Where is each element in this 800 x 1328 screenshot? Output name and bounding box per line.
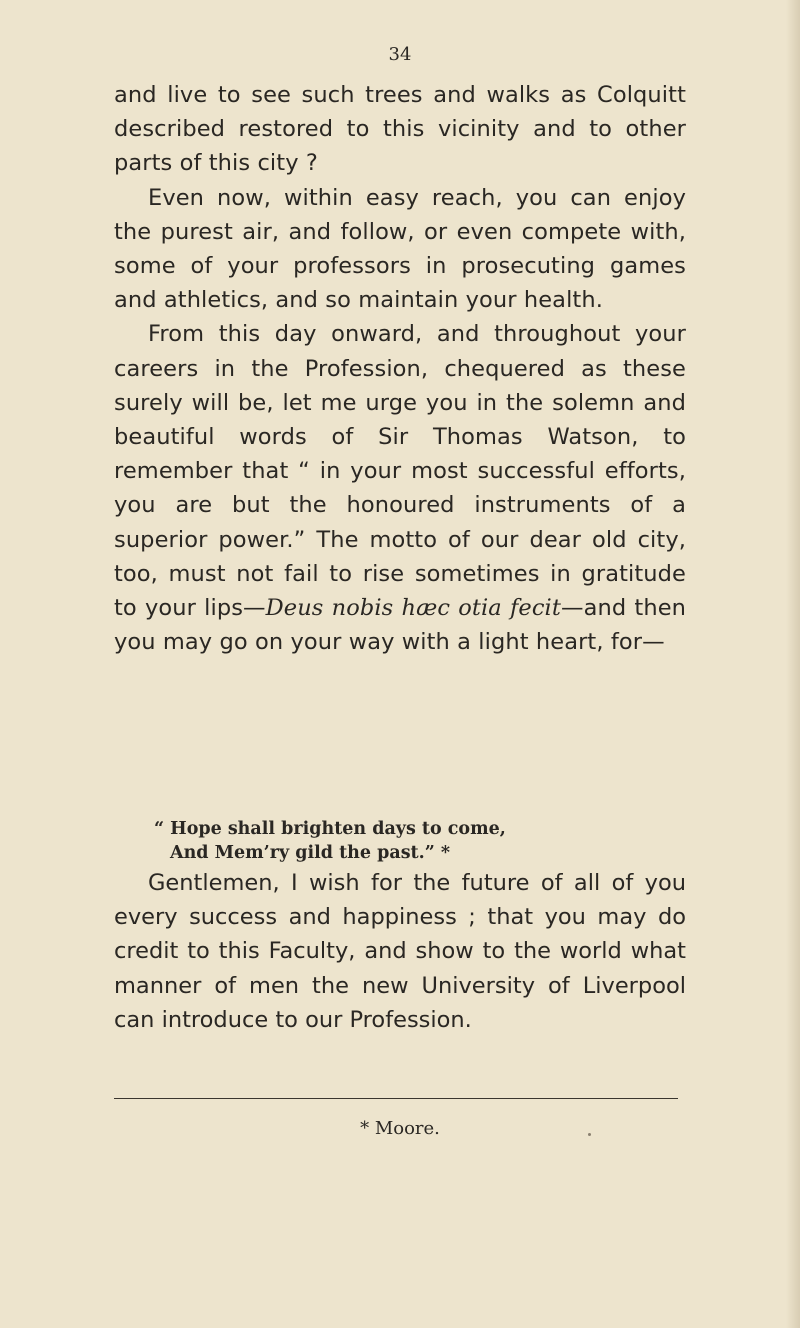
page-number: 34 xyxy=(388,44,412,65)
paragraph-from-this-day xyxy=(114,317,686,659)
paragraph-text: From this day onward, and throughout your careers in the Profession, chequered as these surely will be, let me urge you in the solemn and beautiful words of Sir Thomas Watson, to remember that “ in your most successful efforts, you are but the honoured instruments of a superior power.” The motto of our dear old city, too, must not fail to rise sometimes in gratitude to your lips— xyxy=(114,321,686,622)
closing-text xyxy=(114,866,686,1037)
footnote: * Moore. xyxy=(360,1118,440,1139)
paragraph-continuation: and live to see such trees and walks as Colquitt described restored to this vicinity and to other parts of this city ? xyxy=(114,82,686,177)
paper-speck xyxy=(588,1133,591,1136)
paragraph-tail: —and then you may go on your way with a light heart, for— xyxy=(114,595,686,656)
latin-motto: Deus nobis hæc otia fecit xyxy=(265,595,561,622)
paragraph-even-now: Even now, within easy reach, you can enjoy the purest air, and follow, or even compete with, some of your professors in prosecuting games and athletics, and so maintain your health. xyxy=(114,184,686,314)
verse-line-2: And Mem’ry gild the past.” * xyxy=(170,843,451,863)
verse-line-1: “ Hope shall brighten days to come, xyxy=(154,819,506,839)
body-text xyxy=(114,78,686,659)
verse-quote xyxy=(154,817,614,865)
paragraph-gentlemen: Gentlemen, I wish for the future of all of you every success and happiness ; that you may do credit to this Faculty, and show to the world what manner of men the new University of Liverpool can introduce to our Profession. xyxy=(114,870,686,1033)
footnote-rule xyxy=(114,1098,678,1099)
